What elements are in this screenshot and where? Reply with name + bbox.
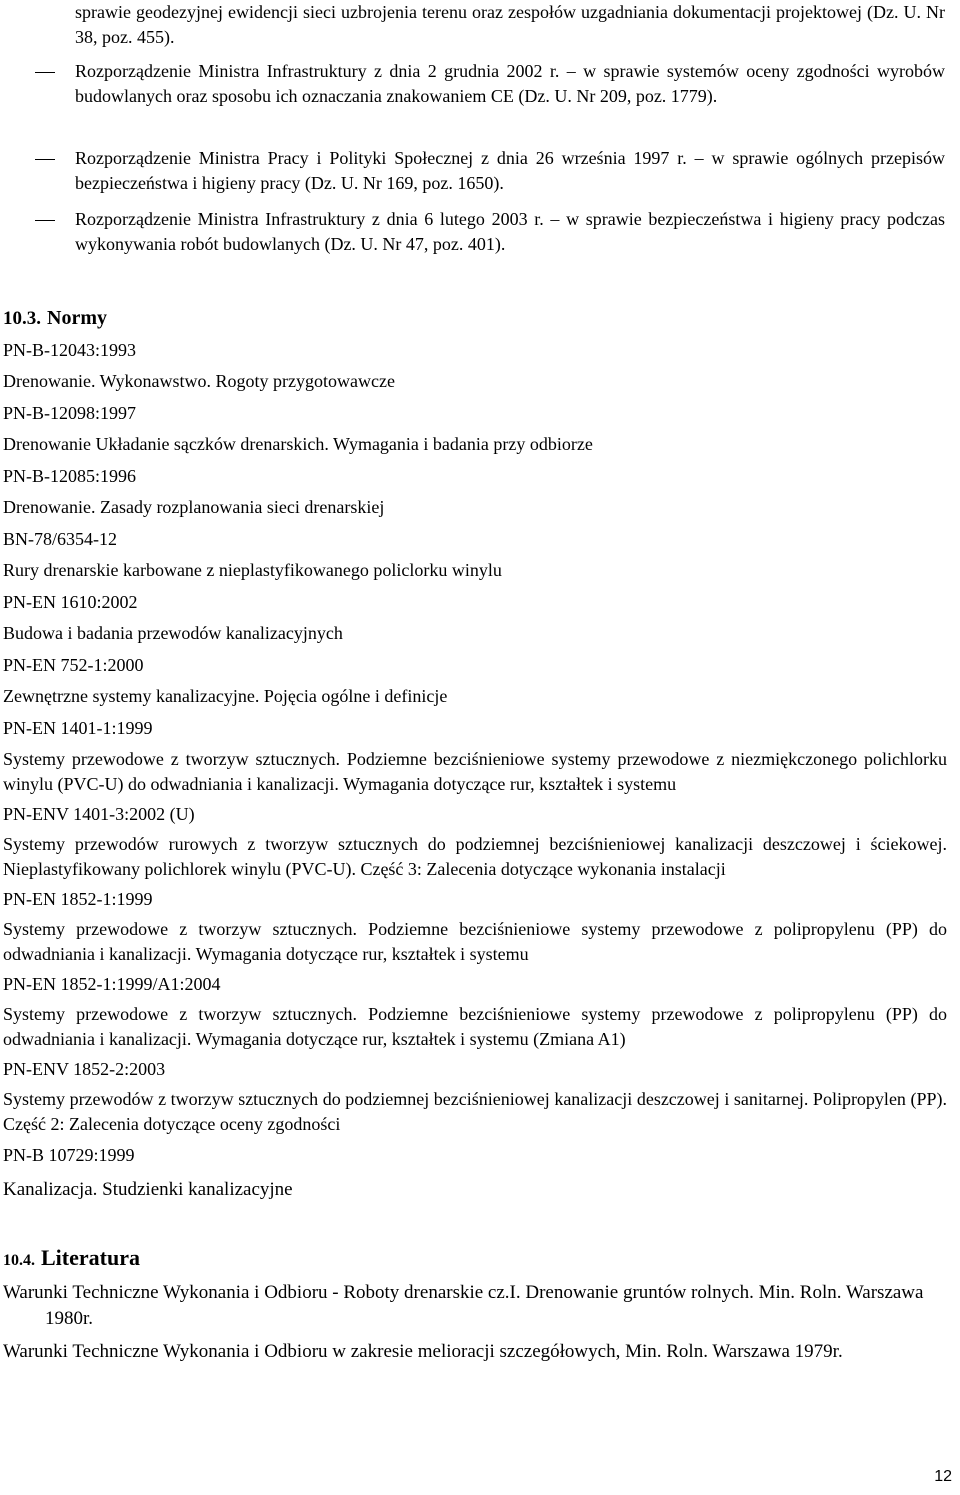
norm-description: Drenowanie. Wykonawstwo. Rogoty przygotowawcze xyxy=(3,371,395,391)
section-title: Literatura xyxy=(41,1245,140,1270)
norm-description: Drenowanie. Zasady rozplanowania sieci drenarskiej xyxy=(3,497,385,517)
section-title: Normy xyxy=(47,307,107,329)
section-heading-literature xyxy=(3,1245,140,1274)
literature-item: Warunki Techniczne Wykonania i Odbioru w zakresie melioracji szczegółowych, Min. Roln. Warszawa 1979r. xyxy=(3,1341,843,1362)
norm-code: PN-B-12043:1993 xyxy=(3,340,137,360)
norm-description: Systemy przewodowe z tworzyw sztucznych. Podziemne bezciśnieniowe systemy przewodowe z polipropylenu (PP) do odwadniania i kanalizacji. Wymagania dotyczące rur, kształtek i systemu (Zmiana A1) xyxy=(3,1004,947,1049)
norm-code: PN-B-12085:1996 xyxy=(3,466,137,486)
section-number: 10.3. xyxy=(3,308,41,329)
regulation-item: Rozporządzenie Ministra Infrastruktury z dnia 2 grudnia 2002 r. – w sprawie systemów oceny zgodności wyrobów budowlanych oraz sposobu ich oznaczania znakowaniem CE (Dz. U. Nr 209, poz. 1779). xyxy=(75,61,945,106)
norm-code: PN-ENV 1852-2:2003 xyxy=(3,1059,166,1079)
norm-description: Zewnętrzne systemy kanalizacyjne. Pojęcia ogólne i definicje xyxy=(3,686,448,706)
literature-item: Warunki Techniczne Wykonania i Odbioru - Roboty drenarskie cz.I. Drenowanie gruntów rolnych. Min. Roln. Warszawa 1980r. xyxy=(3,1282,924,1329)
norm-description: Systemy przewodowe z tworzyw sztucznych. Podziemne bezciśnieniowe systemy przewodowe z polipropylenu (PP) do odwadniania i kanalizacji. Wymagania dotyczące rur, kształtek i systemu xyxy=(3,919,947,964)
section-number: 10.4. xyxy=(3,1252,35,1269)
norm-code: PN-B 10729:1999 xyxy=(3,1145,135,1165)
norm-code: PN-EN 752-1:2000 xyxy=(3,655,144,675)
list-dash xyxy=(35,159,55,160)
list-dash xyxy=(35,220,55,221)
section-heading-norms xyxy=(3,304,107,332)
norm-code: PN-EN 1401-1:1999 xyxy=(3,718,153,738)
regulation-item: sprawie geodezyjnej ewidencji sieci uzbrojenia terenu oraz zespołów uzgadniania dokumentacji projektowej (Dz. U. Nr 38, poz. 455). xyxy=(75,2,945,47)
page-number: 12 xyxy=(934,1468,952,1485)
norm-code: PN-EN 1610:2002 xyxy=(3,592,138,612)
regulation-item: Rozporządzenie Ministra Infrastruktury z dnia 6 lutego 2003 r. – w sprawie bezpieczeństwa i higieny pracy podczas wykonywania robót budowlanych (Dz. U. Nr 47, poz. 401). xyxy=(75,209,945,254)
norm-description: Rury drenarskie karbowane z nieplastyfikowanego policlorku winylu xyxy=(3,560,502,580)
norm-description: Drenowanie Układanie sączków drenarskich. Wymagania i badania przy odbiorze xyxy=(3,434,593,454)
norm-code: BN-78/6354-12 xyxy=(3,529,117,549)
norm-description: Kanalizacja. Studzienki kanalizacyjne xyxy=(3,1179,293,1200)
norm-description: Budowa i badania przewodów kanalizacyjnych xyxy=(3,623,343,643)
norm-code: PN-EN 1852-1:1999/A1:2004 xyxy=(3,974,221,994)
list-dash xyxy=(35,72,55,73)
norm-code: PN-B-12098:1997 xyxy=(3,403,137,423)
norm-description: Systemy przewodowe z tworzyw sztucznych. Podziemne bezciśnieniowe systemy przewodowe z niezmiękczonego polichlorku winylu (PVC-U) do odwadniania i kanalizacji. Wymagania dotyczące rur, kształtek i systemu xyxy=(3,749,947,794)
regulation-item: Rozporządzenie Ministra Pracy i Polityki Społecznej z dnia 26 września 1997 r. – w sprawie ogólnych przepisów bezpieczeństwa i higieny pracy (Dz. U. Nr 169, poz. 1650). xyxy=(75,148,945,193)
norm-description: Systemy przewodów rurowych z tworzyw sztucznych do podziemnej bezciśnieniowej kanalizacji deszczowej i ściekowej. Nieplastyfikowany polichlorek winylu (PVC-U). Część 3: Zalecenia dotyczące wykonania instalacji xyxy=(3,834,947,879)
norm-code: PN-ENV 1401-3:2002 (U) xyxy=(3,804,195,824)
norm-code: PN-EN 1852-1:1999 xyxy=(3,889,153,909)
norm-description: Systemy przewodów z tworzyw sztucznych do podziemnej bezciśnieniowej kanalizacji deszczowej i sanitarnej. Polipropylen (PP). Część 2: Zalecenia dotyczące oceny zgodności xyxy=(3,1089,947,1134)
